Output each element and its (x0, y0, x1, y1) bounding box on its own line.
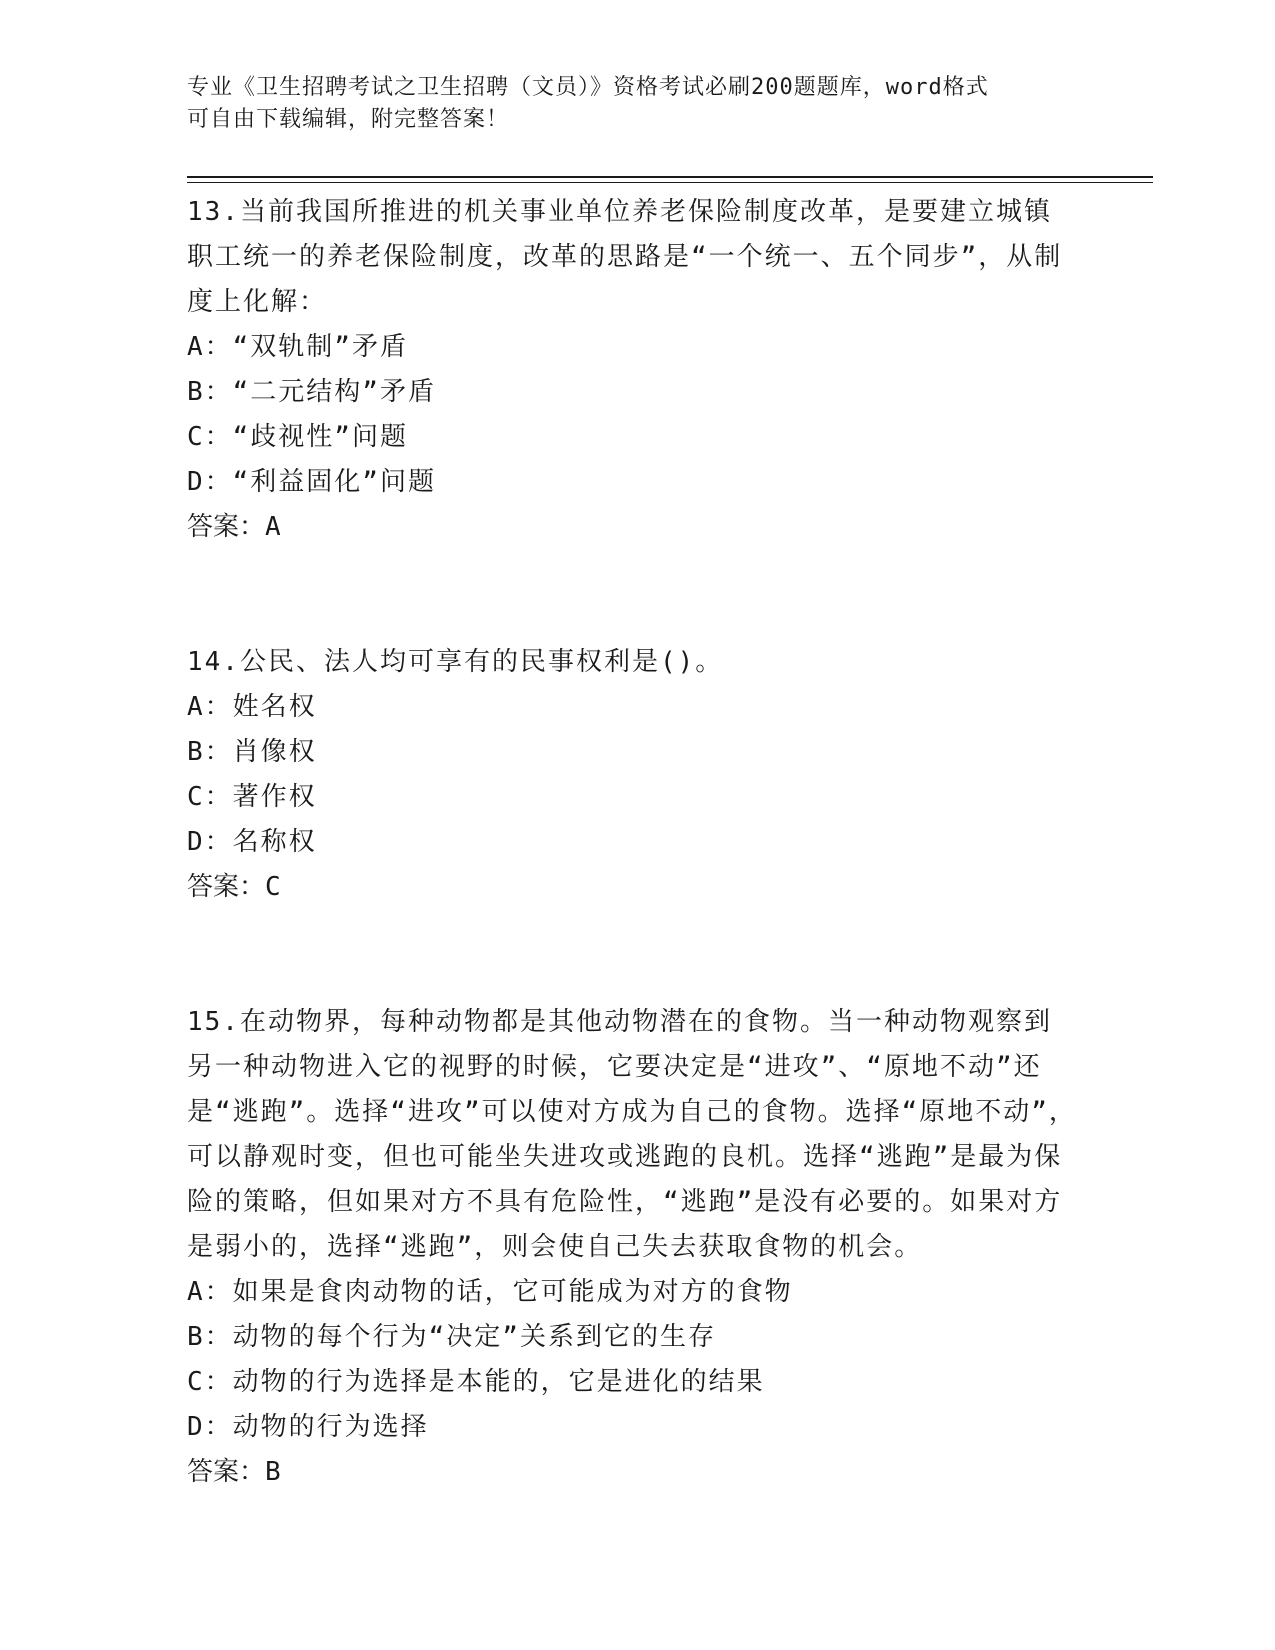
question-13 (187, 190, 1077, 550)
header-divider-thick (187, 176, 1153, 178)
answer-label: 答案： (187, 872, 266, 902)
option-a: A：“双轨制”矛盾 (187, 332, 408, 362)
answer-label: 答案： (187, 1457, 266, 1487)
answer-value: C (265, 872, 281, 902)
question-stem: 15.在动物界，每种动物都是其他动物潜在的食物。当一种动物观察到另一种动物进入它的视野的时候，它要决定是“进攻”、“原地不动”还是“逃跑”。选择“进攻”可以使对方成为自己的食物。选择“原地不动”，可以静观时变，但也可能坐失进攻或逃跑的良机。选择“逃跑”是最为保险的策略，但如果对方不具有危险性，“逃跑”是没有必要的。如果对方是弱小的，选择“逃跑”，则会使自己失去获取食物的机会。 (187, 1007, 1077, 1262)
question-14 (187, 640, 1077, 910)
question-stem: 13.当前我国所推进的机关事业单位养老保险制度改革，是要建立城镇职工统一的养老保险制度，改革的思路是“一个统一、五个同步”，从制度上化解： (187, 197, 1063, 317)
answer-label: 答案： (187, 512, 266, 542)
option-c: C：著作权 (187, 782, 317, 812)
option-d: D：“利益固化”问题 (187, 467, 436, 497)
option-d: D：名称权 (187, 827, 317, 857)
answer-line (187, 505, 1077, 550)
option-b: B：肖像权 (187, 737, 317, 767)
question-spacer (187, 550, 1077, 640)
header-line-2: 可自由下载编辑，附完整答案！ (187, 107, 510, 132)
option-b: B：动物的每个行为“决定”关系到它的生存 (187, 1322, 716, 1352)
answer-line (187, 865, 1077, 910)
question-list (187, 190, 1077, 1495)
header-line-1: 专业《卫生招聘考试之卫生招聘（文员）》资格考试必刷200题题库，word格式 (187, 75, 989, 100)
option-a: A：如果是食肉动物的话，它可能成为对方的食物 (187, 1277, 793, 1307)
answer-value: B (265, 1457, 281, 1487)
header-divider-thin (187, 182, 1153, 183)
question-15 (187, 1000, 1077, 1495)
option-c: C：动物的行为选择是本能的，它是进化的结果 (187, 1367, 765, 1397)
option-b: B：“二元结构”矛盾 (187, 377, 436, 407)
option-c: C：“歧视性”问题 (187, 422, 408, 452)
option-d: D：动物的行为选择 (187, 1412, 429, 1442)
option-a: A：姓名权 (187, 692, 317, 722)
answer-line (187, 1450, 1077, 1495)
question-spacer (187, 910, 1077, 1000)
document-header (187, 72, 1087, 136)
question-stem: 14.公民、法人均可享有的民事权利是()。 (187, 647, 724, 677)
answer-value: A (265, 512, 281, 542)
